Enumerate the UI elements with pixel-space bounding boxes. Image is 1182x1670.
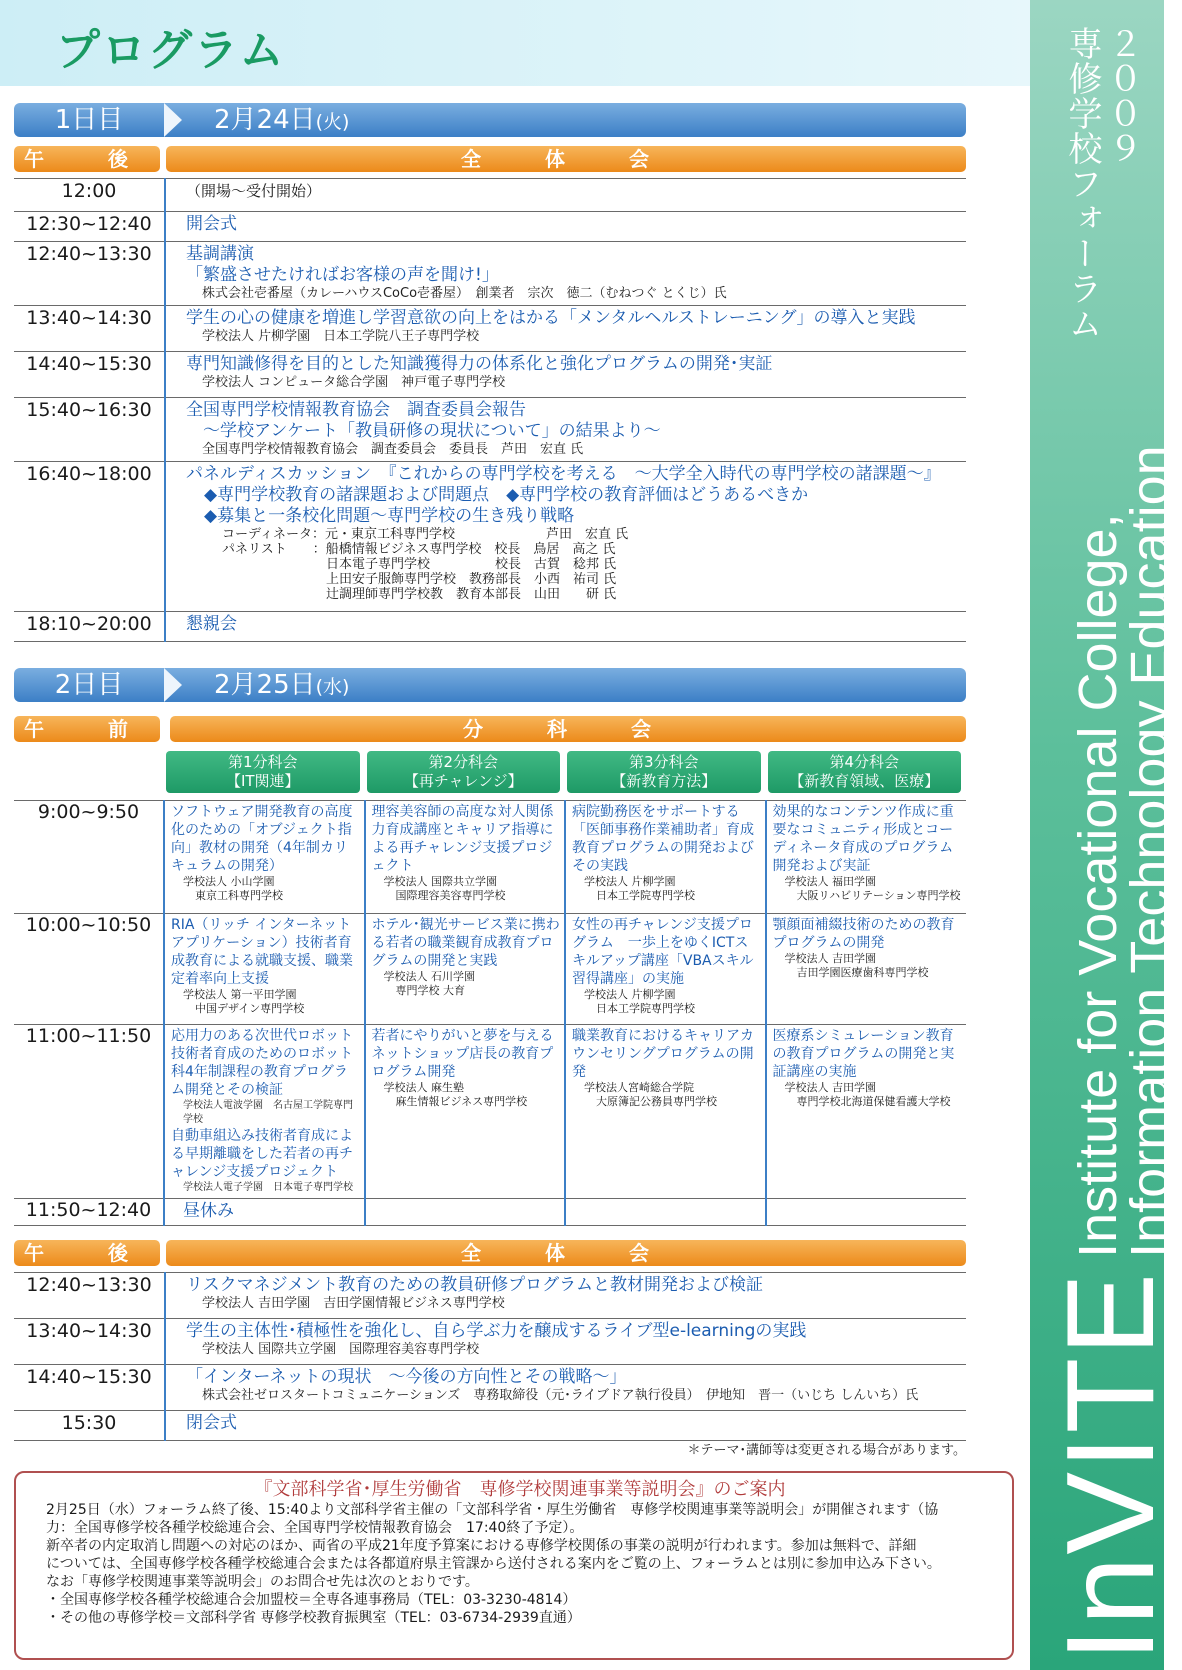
info-contact: ・その他の専修学校＝文部科学省 専修学校教育振興室（TEL：03-6734-2939直通） bbox=[46, 1610, 581, 1626]
session-cell bbox=[165, 352, 966, 398]
table-row bbox=[14, 212, 966, 242]
breakout-school: 日本工学院専門学校 bbox=[596, 1002, 695, 1015]
time-cell: 9:00~9:50 bbox=[14, 801, 164, 914]
breakout-org: 学校法人 小山学園 bbox=[183, 875, 275, 888]
info-line: 2月25日（水）フォーラム終了後、15:40より文部科学省主催の「文部科学省・厚生労働省 専修学校関連事業等説明会」が開催されます（協 bbox=[46, 1502, 939, 1518]
breakout-org: 学校法人 福田学園 bbox=[784, 875, 876, 888]
panelist: 辻調理師専門学校教 教育本部長 山田 研 氏 bbox=[222, 587, 617, 602]
table-row bbox=[14, 1199, 966, 1226]
group-header bbox=[164, 748, 365, 801]
table-row bbox=[14, 801, 966, 914]
breakout-title: 応用力のある次世代ロボット技術者育成のためのロボット科4年制課程の教育プログラム開発とその検証 bbox=[171, 1028, 353, 1098]
breakout-title: 病院勤務医をサポートする「医師事務作業補助者」育成教育プログラムの開発およびその実践 bbox=[572, 804, 754, 874]
session-cell bbox=[165, 212, 966, 242]
time-cell: 12:00 bbox=[14, 179, 165, 212]
group-4-header: 第4分科会 【新教育領域、医療】 bbox=[768, 751, 962, 793]
time-cell: 12:40~13:30 bbox=[14, 242, 165, 306]
breakout-org: 学校法人電子学園 日本電子専門学校 bbox=[183, 1182, 353, 1193]
group-header bbox=[365, 748, 566, 801]
breakout-title: RIA（リッチ インターネット アプリケーション）技術者育成教育による就職支援、職業定着率向上支援 bbox=[171, 917, 353, 987]
table-row bbox=[14, 179, 966, 212]
side-japanese-title bbox=[1062, 26, 1142, 341]
group-header bbox=[766, 748, 967, 801]
breakout-grid bbox=[14, 748, 966, 1226]
breakout-school: 吉田学園医療歯科専門学校 bbox=[796, 966, 929, 979]
day1-arrow bbox=[164, 103, 182, 137]
session-speaker: 株式会社ゼロスタートコミュニケーションズ 専務取締役（元･ライブドア執行役員） 伊地知 晋一（いじち しんいち）氏 bbox=[202, 1388, 919, 1403]
session-title: 専門知識修得を目的とした知識獲得力の体系化と強化プログラムの開発･実証 bbox=[186, 354, 773, 374]
breakout-school: 大原簿記公務員専門学校 bbox=[596, 1095, 717, 1108]
breakout-cell bbox=[766, 801, 967, 914]
session-cell bbox=[165, 306, 966, 352]
breakout-title: 女性の再チャレンジ支援プログラム 一歩上をゆくICTスキルアップ講座「VBAスキル習得講座」の実施 bbox=[572, 917, 754, 987]
session-title: リスクマネジメント教育のための教員研修プログラムと教材開発および検証 bbox=[186, 1275, 763, 1295]
breakout-school: 麻生情報ビジネス専門学校 bbox=[395, 1095, 528, 1108]
time-cell: 16:40~18:00 bbox=[14, 462, 165, 612]
panelist: 日本電子専門学校 校長 古賀 稔邦 氏 bbox=[222, 557, 617, 572]
table-row bbox=[14, 1365, 966, 1411]
breakout-school: 大阪リハビリテーション専門学校 bbox=[796, 889, 961, 902]
table-row bbox=[14, 462, 966, 612]
english-lines bbox=[1068, 445, 1182, 1258]
english-line-1: Institute for Vocational College, bbox=[1068, 513, 1128, 1258]
breakout-cell bbox=[565, 1025, 766, 1199]
breakout-cell bbox=[766, 1025, 967, 1199]
group-header-row bbox=[14, 748, 966, 801]
day2-bar bbox=[14, 668, 966, 702]
day1-date: 2月24日(火) bbox=[214, 105, 350, 135]
side-year: ２００９ bbox=[1102, 26, 1142, 166]
time-cell: 11:00~11:50 bbox=[14, 1025, 164, 1199]
breakout-school: 日本工学院専門学校 bbox=[596, 889, 695, 902]
breakout-school: 専門学校 大育 bbox=[395, 984, 465, 997]
day1-label: 1日目 bbox=[54, 105, 124, 135]
breakout-cell bbox=[164, 801, 365, 914]
table-row bbox=[14, 352, 966, 398]
info-contact: ・全国専修学校各種学校総連合会加盟校＝全専各連事務局（TEL：03-3230-4814） bbox=[46, 1592, 577, 1608]
table-row bbox=[14, 1273, 966, 1319]
time-cell: 18:10~20:00 bbox=[14, 612, 165, 642]
time-cell: 13:40~14:30 bbox=[14, 306, 165, 352]
breakout-cell bbox=[766, 914, 967, 1025]
day2-pm-schedule bbox=[14, 1272, 966, 1441]
breakout-title: 職業教育におけるキャリアカウンセリングプログラムの開発 bbox=[572, 1028, 754, 1080]
english-line-2: Information Technology Education bbox=[1120, 445, 1180, 1258]
page-header bbox=[0, 0, 1030, 86]
session-title: 基調講演 bbox=[186, 244, 254, 264]
session-speaker: 学校法人 片柳学園 日本工学院八王子専門学校 bbox=[202, 329, 480, 344]
breakout-org: 学校法人 片柳学園 bbox=[584, 988, 676, 1001]
time-cell: 12:30~12:40 bbox=[14, 212, 165, 242]
lunch-cell bbox=[164, 1199, 365, 1226]
session-cell bbox=[165, 398, 966, 462]
breakout-org: 学校法人 吉田学園 bbox=[784, 952, 876, 965]
breakout-title: ホテル･観光サービス業に携わる若者の職業観育成教育プログラムの開発と実践 bbox=[371, 917, 560, 969]
session-cell bbox=[165, 462, 966, 612]
day2-arrow bbox=[164, 668, 182, 702]
time-cell: 10:00~10:50 bbox=[14, 914, 164, 1025]
day2-am-title: 分 科 会 bbox=[170, 716, 966, 742]
session-cell bbox=[165, 1411, 966, 1441]
group-3-header: 第3分科会 【新教育方法】 bbox=[567, 751, 761, 793]
session-title: 閉会式 bbox=[186, 1413, 237, 1433]
breakout-org: 学校法人 吉田学園 bbox=[784, 1081, 876, 1094]
breakout-org: 学校法人 国際共立学園 bbox=[383, 875, 497, 888]
breakout-cell bbox=[164, 914, 365, 1025]
info-line: 力：全国専修学校各種学校総連合会、全国専門学校情報教育協会 17:40終了予定）。 bbox=[46, 1520, 584, 1536]
session-title: 全国専門学校情報教育協会 調査委員会報告 bbox=[186, 400, 526, 420]
group-2-header: 第2分科会 【再チャレンジ】 bbox=[367, 751, 561, 793]
info-line: については、全国専修学校各種学校総連合会または各都道府県主管課から送付される案内をご覧の上、フォーラムとは別に参加申込み下さい。 bbox=[46, 1556, 941, 1572]
session-title: 懇親会 bbox=[186, 614, 237, 634]
session-cell bbox=[165, 242, 966, 306]
breakout-cell bbox=[365, 1025, 566, 1199]
table-row bbox=[14, 1025, 966, 1199]
group-1-header: 第1分科会 【IT関連】 bbox=[166, 751, 360, 793]
day1-schedule bbox=[14, 178, 966, 642]
table-row bbox=[14, 306, 966, 352]
table-row bbox=[14, 1319, 966, 1365]
table-row bbox=[14, 612, 966, 642]
time-cell: 14:40~15:30 bbox=[14, 352, 165, 398]
group-header bbox=[565, 748, 766, 801]
table-row bbox=[14, 398, 966, 462]
session-speaker: 全国専門学校情報教育協会 調査委員会 委員長 芦田 宏直 氏 bbox=[202, 442, 584, 457]
breakout-cell bbox=[565, 914, 766, 1025]
breakout-org: 学校法人 第一平田学園 bbox=[183, 988, 297, 1001]
breakout-title: 医療系シミュレーション教育の教育プログラムの開発と実証講座の実施 bbox=[772, 1028, 955, 1080]
day2-am-label: 午 前 bbox=[14, 716, 160, 742]
info-line: 新卒者の内定取消し問題への対応のほか、両省の平成21年度予算案における専修学校関係の事業の説明が行われます。参加は無料で、詳細 bbox=[46, 1538, 917, 1554]
page-title: プログラム bbox=[56, 25, 286, 76]
breakout-cell bbox=[365, 801, 566, 914]
session-title: パネルディスカッション 『これからの専門学校を考える ～大学全入時代の専門学校の諸課題～』 bbox=[186, 464, 941, 484]
session-title: 学生の主体性･積極性を強化し、自ら学ぶ力を醸成するライブ型e-learningの実践 bbox=[186, 1321, 807, 1341]
day2-date: 2月25日(水) bbox=[214, 670, 350, 700]
session-note: （開場～受付開始） bbox=[186, 182, 322, 200]
day1-pm-title: 全 体 会 bbox=[166, 146, 966, 172]
breakout-org: 学校法人宮崎総合学院 bbox=[584, 1081, 694, 1094]
side-english-title bbox=[1040, 445, 1182, 1662]
session-title: 学生の心の健康を増進し学習意欲の向上をはかる「メンタルヘルストレーニング」の導入と実践 bbox=[186, 308, 916, 328]
breakout-title: 効果的なコンテンツ作成に重要なコミュニティ形成とコーディネータ育成のプログラム開発および実証 bbox=[772, 804, 954, 874]
info-title: 『文部科学省･厚生労働省 専修学校関連事業等説明会』のご案内 bbox=[254, 1479, 786, 1500]
session-title: 昼休み bbox=[183, 1201, 234, 1221]
day2-label: 2日目 bbox=[54, 670, 124, 700]
time-cell: 15:30 bbox=[14, 1411, 165, 1441]
session-speaker: 学校法人 国際共立学園 国際理容美容専門学校 bbox=[202, 1342, 480, 1357]
session-cell bbox=[165, 612, 966, 642]
breakout-school: 専門学校北海道保健看護大学校 bbox=[796, 1095, 951, 1108]
breakout-title: 理容美容師の高度な対人関係力育成講座とキャリア指導による再チャレンジ支援プロジェクト bbox=[371, 804, 554, 874]
session-cell bbox=[165, 179, 966, 212]
time-cell: 14:40~15:30 bbox=[14, 1365, 165, 1411]
breakout-cell bbox=[164, 1025, 365, 1199]
table-row bbox=[14, 914, 966, 1025]
breakout-org: 学校法人 石川学園 bbox=[383, 970, 475, 983]
info-box bbox=[14, 1471, 1014, 1660]
breakout-school: 東京工科専門学校 bbox=[195, 889, 283, 902]
change-notice: ＊テーマ･講師等は変更される場合があります。 bbox=[687, 1443, 966, 1458]
session-title: 開会式 bbox=[186, 214, 237, 234]
breakout-title: 自動車組込み技術者育成による早期離職をした若者の再チャレンジ支援プロジェクト bbox=[171, 1128, 353, 1180]
breakout-org: 学校法人 片柳学園 bbox=[584, 875, 676, 888]
panel-topic: ◆募集と一条校化問題～専門学校の生き残り戦略 bbox=[204, 506, 575, 526]
session-title: 「インターネットの現状 ～今後の方向性とその戦略～」 bbox=[186, 1367, 627, 1387]
day2-pm-label: 午 後 bbox=[14, 1240, 160, 1266]
day2-pm-title: 全 体 会 bbox=[166, 1240, 966, 1266]
breakout-title: 若者にやりがいと夢を与えるネットショップ店長の教育プログラム開発 bbox=[371, 1028, 554, 1080]
side-forum-name: 専修学校フォーラム bbox=[1062, 26, 1102, 341]
breakout-title: ソフトウェア開発教育の高度化のための「オブジェクト指向」教材の開発（4年制カリキュラムの開発） bbox=[171, 804, 353, 874]
time-cell: 13:40~14:30 bbox=[14, 1319, 165, 1365]
session-subtitle: ～学校アンケート「教員研修の現状について」の結果より～ bbox=[186, 421, 661, 441]
info-line: なお「専修学校関連事業等説明会」のお問合せ先は次のとおりです。 bbox=[46, 1574, 479, 1590]
session-cell bbox=[165, 1365, 966, 1411]
breakout-school: 中国デザイン専門学校 bbox=[195, 1002, 305, 1015]
breakout-school: 国際理容美容専門学校 bbox=[395, 889, 506, 902]
invite-logo: InVITE bbox=[1042, 1270, 1180, 1662]
panelist: コーディネータ：元・東京工科専門学校 芦田 宏直 氏 bbox=[222, 527, 629, 542]
day1-pm-label: 午 後 bbox=[14, 146, 160, 172]
time-cell: 11:50~12:40 bbox=[14, 1199, 164, 1226]
panelist: パネリスト ：船橋情報ビジネス専門学校 校長 鳥居 高之 氏 bbox=[222, 542, 616, 557]
time-cell: 15:40~16:30 bbox=[14, 398, 165, 462]
breakout-org: 学校法人 麻生塾 bbox=[383, 1081, 464, 1094]
session-speaker: 学校法人 吉田学園 吉田学園情報ビジネス専門学校 bbox=[202, 1296, 505, 1311]
breakout-cell bbox=[365, 914, 566, 1025]
table-row bbox=[14, 1411, 966, 1441]
session-cell bbox=[165, 1319, 966, 1365]
table-row bbox=[14, 242, 966, 306]
breakout-cell bbox=[565, 801, 766, 914]
panel-topic: ◆専門学校教育の諸課題および問題点 ◆専門学校の教育評価はどうあるべきか bbox=[204, 485, 809, 505]
time-cell: 12:40~13:30 bbox=[14, 1273, 165, 1319]
panelist: 上田安子服飾専門学校 教務部長 小西 祐司 氏 bbox=[222, 572, 617, 587]
day1-bar bbox=[14, 103, 966, 137]
session-cell bbox=[165, 1273, 966, 1319]
breakout-org: 学校法人電波学園 名古屋工学院専門学校 bbox=[183, 1100, 353, 1125]
session-subtitle: 「繁盛させたければお客様の声を聞け!」 bbox=[186, 265, 499, 285]
session-speaker: 株式会社壱番屋（カレーハウスCoCo壱番屋） 創業者 宗次 徳二（むねつぐ とくじ）氏 bbox=[202, 286, 727, 301]
session-speaker: 学校法人 コンピュータ総合学園 神戸電子専門学校 bbox=[202, 375, 506, 390]
breakout-title: 顎顔面補綴技術のための教育プログラムの開発 bbox=[772, 917, 955, 951]
